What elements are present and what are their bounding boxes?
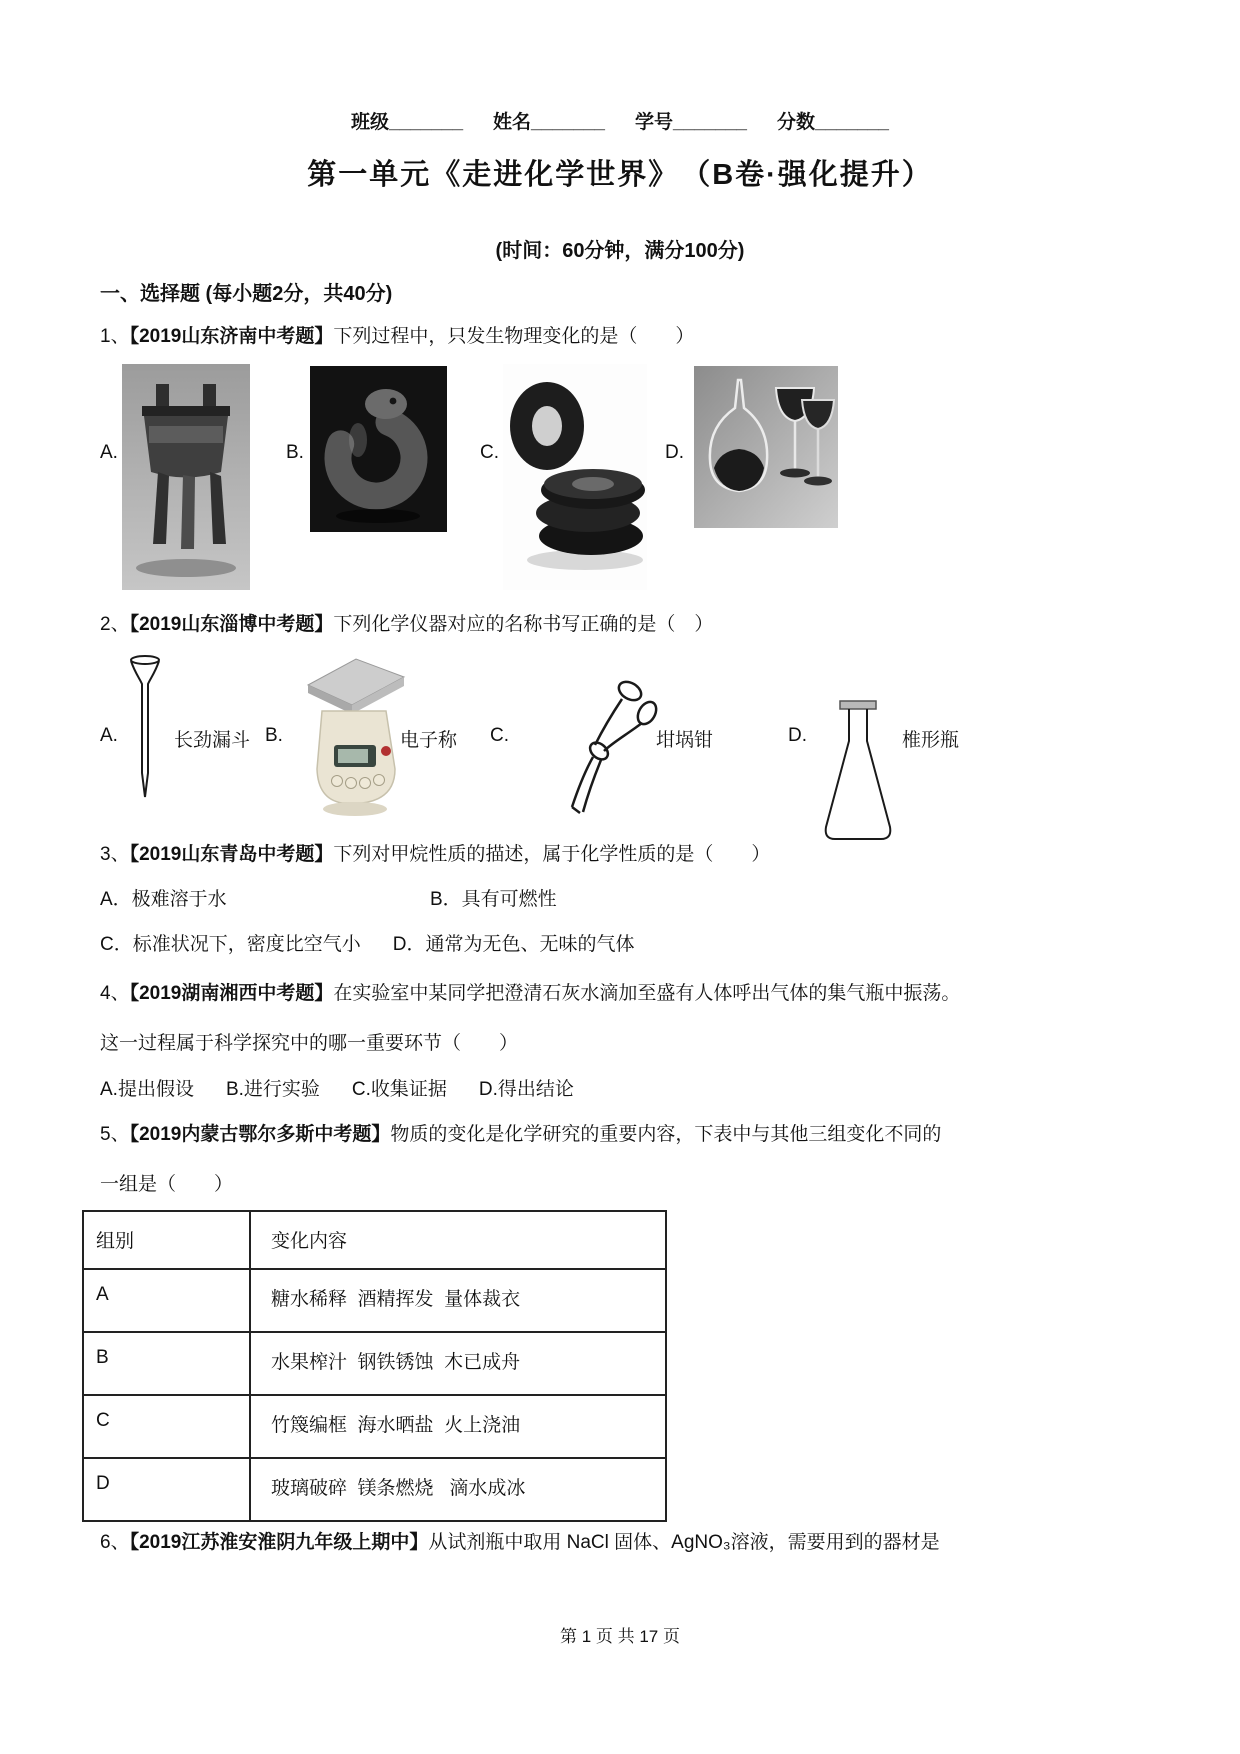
question-5 xyxy=(100,1120,941,1150)
q2-choice-d-name: 椎形瓶 xyxy=(902,730,960,751)
q3-number: 3、 xyxy=(100,844,130,865)
q4-options xyxy=(100,1075,574,1105)
score-field: 分数_______ xyxy=(776,112,889,133)
q5-table-row-a xyxy=(83,1269,666,1332)
q2-choice-b-label: B. xyxy=(265,725,283,746)
q2-number: 2、 xyxy=(100,614,130,635)
q6-text: 从试剂瓶中取用 NaCl 固体、AgNO₃溶液，需要用到的器材是 xyxy=(428,1532,940,1553)
page-title: 第一单元《走进化学世界》 （B卷·强化提升） xyxy=(307,159,933,191)
q4-number: 4、 xyxy=(100,983,130,1004)
bronze-ding-image xyxy=(122,364,250,595)
q3-text: 下列对甲烷性质的描述，属于化学性质的是（ ） xyxy=(333,844,771,865)
q2-choice-c-label: C. xyxy=(490,725,509,746)
q5-table-header-content: 变化内容 xyxy=(250,1211,666,1269)
q1-text: 下列过程中，只发生物理变化的是（ ） xyxy=(333,326,695,347)
student-id-field: 学号_______ xyxy=(635,112,747,133)
tire-stack-image xyxy=(503,364,647,595)
q1-picture-choices xyxy=(100,364,1140,596)
question-1 xyxy=(100,322,694,352)
q5-table-row-c xyxy=(83,1395,666,1458)
q5-row-b-content: 水果榨汁 钢铁锈蚀 木已成舟 xyxy=(250,1332,666,1395)
header-fields xyxy=(0,108,1240,138)
score-blank: _______ xyxy=(815,112,889,133)
q5-row-b-group: B xyxy=(83,1332,250,1395)
q5-row-a-group: A xyxy=(83,1269,250,1332)
q5-table-row-d xyxy=(83,1458,666,1521)
q5-text: 物质的变化是化学研究的重要内容，下表中与其他三组变化不同的 xyxy=(390,1124,942,1145)
class-field: 班级_______ xyxy=(351,112,464,133)
q3-option-b: B．具有可燃性 xyxy=(430,889,557,910)
q4-option-a: A.提出假设 xyxy=(100,1079,194,1100)
question-2 xyxy=(100,610,713,640)
class-blank: _______ xyxy=(389,112,464,133)
q3-option-c: C．标准状况下，密度比空气小 xyxy=(100,934,361,955)
q3-option-d: D．通常为无色、无味的气体 xyxy=(392,934,635,955)
q5-table xyxy=(82,1210,667,1522)
q6-source-tag: 【2019江苏淮安淮阴九年级上期中】 xyxy=(129,1532,429,1553)
exam-time-score: (时间：60分钟，满分100分) xyxy=(495,240,745,262)
q2-choice-a-name: 长劲漏斗 xyxy=(174,730,251,751)
question-6 xyxy=(100,1528,940,1558)
q4-option-d: D.得出结论 xyxy=(478,1079,574,1100)
q2-choice-c-name: 坩埚钳 xyxy=(656,730,714,751)
q2-choice-a-label: A. xyxy=(100,725,118,746)
q4-text: 在实验室中某同学把澄清石灰水滴加至盛有人体呼出气体的集气瓶中振荡。 xyxy=(333,983,961,1004)
student-id-blank: _______ xyxy=(673,112,747,133)
q3-source-tag: 【2019山东青岛中考题】 xyxy=(129,844,334,865)
q1-choice-c-label: C. xyxy=(480,442,499,463)
q5-table-header-row xyxy=(83,1211,666,1269)
name-field: 姓名_______ xyxy=(493,112,605,133)
question-4 xyxy=(100,979,960,1009)
q5-row-d-group: D xyxy=(83,1458,250,1521)
q4-option-c: C.收集证据 xyxy=(351,1079,447,1100)
q2-choice-d-label: D. xyxy=(788,725,807,746)
q3-options-row-1 xyxy=(100,885,557,915)
long-neck-funnel-icon xyxy=(126,653,164,811)
q2-instrument-choices xyxy=(100,645,1160,860)
section-heading: 一、选择题 (每小题2分，共40分) xyxy=(100,283,393,305)
q4-option-b: B.进行实验 xyxy=(225,1079,320,1100)
q5-row-c-content: 竹篾编框 海水晒盐 火上浇油 xyxy=(250,1395,666,1458)
q5-row-c-group: C xyxy=(83,1395,250,1458)
q5-row-d-content: 玻璃破碎 镁条燃烧 滴水成冰 xyxy=(250,1458,666,1521)
page-number: 第 1 页 共 17 页 xyxy=(560,1627,680,1646)
name-blank: _______ xyxy=(531,112,605,133)
crucible-tongs-icon xyxy=(552,673,662,823)
q3-options-row-2 xyxy=(100,930,634,960)
q1-choice-a-label: A. xyxy=(100,442,118,463)
q5-number: 5、 xyxy=(100,1124,130,1145)
q5-row-a-content: 糖水稀释 酒精挥发 量体裁衣 xyxy=(250,1269,666,1332)
q1-number: 1、 xyxy=(100,326,130,347)
q5-source-tag: 【2019内蒙古鄂尔多斯中考题】 xyxy=(129,1124,391,1145)
q6-number: 6、 xyxy=(100,1532,130,1553)
q2-text: 下列化学仪器对应的名称书写正确的是（ ） xyxy=(333,614,714,635)
jade-carving-image xyxy=(310,366,447,537)
q5-text-line-2: 一组是（ ） xyxy=(100,1174,234,1195)
q5-table-row-b xyxy=(83,1332,666,1395)
question-3 xyxy=(100,840,770,870)
q1-choice-b-label: B. xyxy=(286,442,304,463)
q4-text-line-2: 这一过程属于科学探究中的哪一重要环节（ ） xyxy=(100,1033,519,1054)
electronic-balance-icon xyxy=(292,647,412,827)
q5-table-header-group: 组别 xyxy=(83,1211,250,1269)
q2-choice-b-name: 电子称 xyxy=(400,730,458,751)
q1-source-tag: 【2019山东济南中考题】 xyxy=(129,326,334,347)
q3-option-a: A．极难溶于水 xyxy=(100,889,227,910)
q4-source-tag: 【2019湖南湘西中考题】 xyxy=(129,983,334,1004)
conical-flask-icon xyxy=(820,697,896,855)
q1-choice-d-label: D. xyxy=(665,442,684,463)
wine-glasses-image xyxy=(694,366,838,533)
q2-source-tag: 【2019山东淄博中考题】 xyxy=(129,614,334,635)
